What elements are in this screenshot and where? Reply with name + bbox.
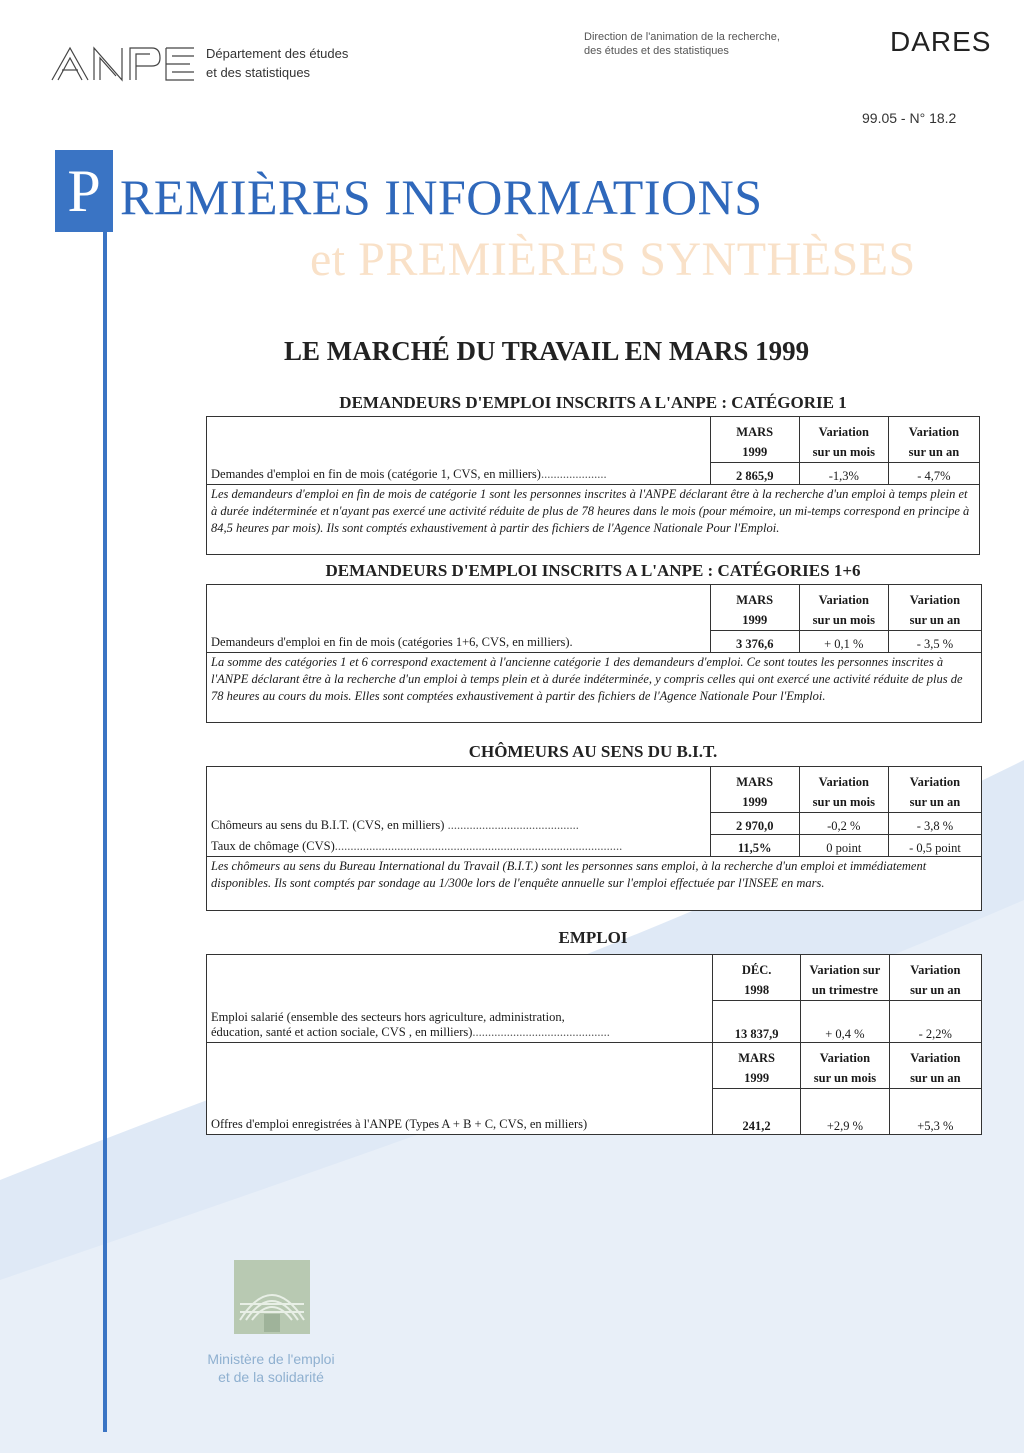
masthead-rule (103, 232, 107, 1432)
row-label: Demandeurs d'emploi en fin de mois (catégories 1+6, CVS, en milliers). (207, 631, 711, 653)
col-var-year: Variation sur un an (888, 585, 981, 631)
col-period: MARS 1999 (710, 767, 799, 813)
ministry-line-2: et de la solidarité (218, 1369, 324, 1385)
anpe-logo (48, 44, 196, 84)
col-period: MARS 1999 (710, 585, 799, 631)
ministry-name (196, 1350, 346, 1386)
col-var-month: Variation sur un mois (799, 585, 888, 631)
row-var-year: +5,3 % (889, 1089, 981, 1135)
dept-line-2: et des statistiques (206, 65, 311, 80)
col-var-month: Variation sur un mois (801, 1043, 889, 1089)
row-label: Offres d'emploi enregistrées à l'ANPE (Types A + B + C, CVS, en milliers) (207, 1043, 713, 1135)
row-var-quarter: + 0,4 % (801, 1001, 889, 1043)
dept-line-1: Département des études (206, 46, 349, 61)
row-label: Emploi salarié (ensemble des secteurs hors agriculture, administration, éducation, santé et action sociale, CVS , en milliers)............................................ (207, 955, 713, 1043)
section2-note: La somme des catégories 1 et 6 correspond exactement à l'ancienne catégorie 1 des demandeurs d'emploi. Ce sont toutes les personnes inscrites à l'ANPE déclarant être à la recherche d'un emploi à temps plein et à durée indéterminée, y compris celles qui ont exercé une activité réduite de plus de 78 heures au cours du mois. Elles sont comptées exhaustivement à partir des fichiers de l'Agence Nationale Pour l'Emploi. (207, 653, 982, 723)
row-value: 11,5% (710, 835, 799, 857)
section1-title: DEMANDEURS D'EMPLOI INSCRITS A L'ANPE : CATÉGORIE 1 (339, 393, 847, 412)
direction-line-2: des études et des statistiques (584, 45, 729, 57)
masthead-subtitle: et PREMIÈRES SYNTHÈSES (310, 233, 916, 286)
row-var-year: - 2,2% (889, 1001, 981, 1043)
col-period: MARS 1999 (710, 417, 799, 463)
section1-table (206, 416, 980, 555)
row-var-month: + 0,1 % (799, 631, 888, 653)
row-var-year: - 3,5 % (888, 631, 981, 653)
direction-name (584, 30, 780, 58)
ministry-line-1: Ministère de l'emploi (207, 1351, 335, 1367)
row-label: Taux de chômage (CVS)............................................................................................ (207, 835, 711, 857)
dares-label: DARES (890, 26, 992, 57)
row-var-year: - 3,8 % (888, 813, 981, 835)
page-title: LE MARCHÉ DU TRAVAIL EN MARS 1999 (284, 336, 810, 366)
department-name (206, 44, 348, 82)
section1-note: Les demandeurs d'emploi en fin de mois de catégorie 1 sont les personnes inscrites à l'ANPE déclarant être à la recherche d'un emploi à temps plein et à durée indéterminée et n'ayant pas exercé une activité réduite de plus de 78 heures dans le mois (pour mémoire, un mi-temps correspond en principe à 84,5 heures par mois). Ils sont comptés exhaustivement à partir des fichiers de l'Agence Nationale Pour l'Emploi. (207, 485, 980, 555)
row-label: Chômeurs au sens du B.I.T. (CVS, en milliers) .......................................... (207, 813, 711, 835)
section3-title: CHÔMEURS AU SENS DU B.I.T. (468, 742, 718, 761)
section3-note: Les chômeurs au sens du Bureau International du Travail (B.I.T.) sont les personnes sans emploi, à la recherche d'un emploi et immédiatement disponibles. Ils sont comptés par sondage au 1/300e lors de l'enquête annuelle sur l'emploi effectuée par l'INSEE en mars. (207, 857, 982, 911)
row-label: Demandes d'emploi en fin de mois (catégorie 1, CVS, en milliers)..................... (207, 463, 711, 485)
masthead-title: REMIÈRES INFORMATIONS (120, 169, 763, 225)
row-value: 13 837,9 (713, 1001, 801, 1043)
row-var-year: - 0,5 point (888, 835, 981, 857)
col-var-quarter: Variation sur un trimestre (801, 955, 889, 1001)
section3-table (206, 766, 982, 911)
col-var-month: Variation sur un mois (799, 417, 888, 463)
col-var-month: Variation sur un mois (799, 767, 888, 813)
section2-table (206, 584, 982, 723)
col-var-year: Variation sur un an (889, 1043, 981, 1089)
col-period: DÉC. 1998 (713, 955, 801, 1001)
publication-reference: 99.05 - N° 18.2 (862, 110, 957, 126)
section2-title: DEMANDEURS D'EMPLOI INSCRITS A L'ANPE : CATÉGORIES 1+6 (325, 561, 861, 580)
col-var-year: Variation sur un an (888, 417, 979, 463)
col-var-year: Variation sur un an (889, 955, 981, 1001)
col-period: MARS 1999 (713, 1043, 801, 1089)
row-var-year: - 4,7% (888, 463, 979, 485)
row-var-month: 0 point (799, 835, 888, 857)
row-value: 2 970,0 (710, 813, 799, 835)
row-var-month: -1,3% (799, 463, 888, 485)
col-var-year: Variation sur un an (888, 767, 981, 813)
row-value: 241,2 (713, 1089, 801, 1135)
row-var-month: -0,2 % (799, 813, 888, 835)
row-value: 2 865,9 (710, 463, 799, 485)
section4-table (206, 954, 982, 1135)
masthead-initial: P (55, 150, 113, 232)
direction-line-1: Direction de l'animation de la recherche, (584, 31, 780, 43)
row-value: 3 376,6 (710, 631, 799, 653)
row-var-month: +2,9 % (801, 1089, 889, 1135)
section4-title: EMPLOI (558, 928, 628, 947)
ministry-logo (234, 1260, 310, 1334)
